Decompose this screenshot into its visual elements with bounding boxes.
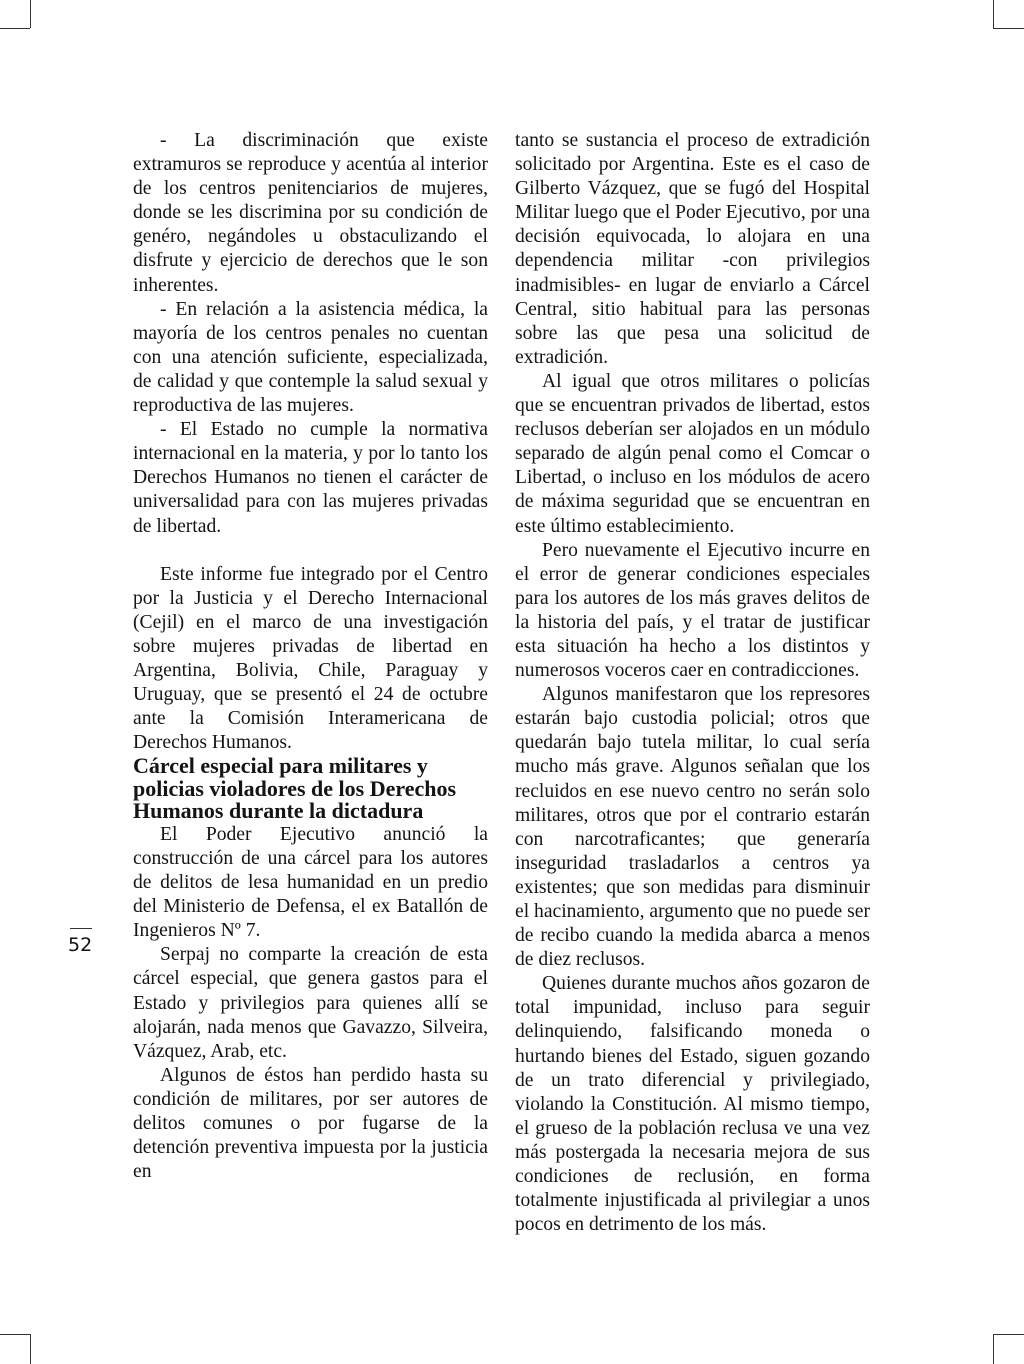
crop-mark-top-right-v (993, 0, 994, 28)
crop-mark-bottom-left-v (30, 1334, 31, 1364)
paragraph: Al igual que otros militares o policías que se encuentran privados de libertad, estos reclusos deberían ser alojados en un módulo separado de algún penal como el Comcar o Libertad, o incluso en los módulos de acero de máxima seguridad que se encuentran en este último establecimiento. (515, 370, 870, 537)
paragraph-continued: tanto se sustancia el proceso de extradición solicitado por Argentina. Este es el caso de Gilberto Vázquez, que se fugó del Hospital Militar luego que el Poder Ejecutivo, por una decisión equivocada, lo alojara en una dependencia militar -con privilegios inadmisibles- en lugar de enviarlo a Cárcel Central, sitio habitual para las personas sobre las que pesa una solicitud de extradición. (515, 130, 870, 368)
left-column (133, 129, 488, 1184)
paragraph: Pero nuevamente el Ejecutivo incurre en el error de generar condiciones especiales para los autores de los más graves delitos de la historia del país, y el tratar de justificar esta situación ha hecho a los distintos y numerosos voceros caer en contradicciones. (515, 539, 870, 682)
paragraph: - En relación a la asistencia médica, la mayoría de los centros penales no cuentan con una atención suficiente, especializada, de calidad y que contemple la salud sexual y reproductiva de las mujeres. (133, 298, 488, 417)
crop-mark-bottom-right-h (993, 1334, 1024, 1335)
paragraph: Quienes durante muchos años gozaron de total impunidad, incluso para seguir delinquiendo, falsificando moneda o hurtando bienes del Estado, siguen gozando de un trato diferencial y privilegiado, violando la Constitución. Al mismo tiempo, el grueso de la población reclusa ve una vez más postergada la necesaria mejora de sus condiciones de reclusión, en forma totalmente injustificada al privilegiar a unos pocos en detrimento de los más. (515, 973, 870, 1236)
right-column (515, 129, 870, 1237)
section-heading: Cárcel especial para militares y policias violadores de los Derechos Humanos durante la dictadura (133, 753, 457, 824)
paragraph: Serpaj no comparte la creación de esta cárcel especial, que genera gastos para el Estado y privilegios para quienes allí se alojarán, nada menos que Gavazzo, Silveira, Vázquez, Arab, etc. (133, 944, 488, 1062)
paragraph: Algunos manifestaron que los represores estarán bajo custodia policial; otros que quedarán bajo tutela militar, lo cual sería mucho más grave. Algunos señalan que los recluidos en ese nuevo centro no serán solo militares, otros que por el contrario estarán con narcotraficantes; que generaría inseguridad trasladarlos a centros ya existentes; que son medidas para disminuir el hacinamiento, argumento que no puede ser de recibo cuando la medida abarca a menos de diez reclusos. (515, 684, 870, 971)
paragraph: - El Estado no cumple la normativa internacional en la materia, y por lo tanto los Derechos Humanos no tienen el carácter de universalidad para con las mujeres privadas de libertad. (133, 419, 488, 537)
crop-mark-bottom-left-h (0, 1334, 30, 1335)
crop-mark-top-left-v (30, 0, 31, 28)
crop-mark-bottom-right-v (993, 1334, 994, 1364)
report-note: Este informe fue integrado por el Centro por la Justicia y el Derecho Internacional (Cejil) en el marco de una investigación sobre mujeres privadas de libertad en Argentina, Bolivia, Chile, Paraguay y Uruguay, que se presentó el 24 de octubre ante la Comisión Interamericana de Derechos Humanos. (133, 563, 488, 754)
crop-mark-top-right-h (993, 28, 1024, 29)
paragraph: - La discriminación que existe extramuros se reproduce y acentúa al interior de los centros penitenciarios de mujeres, donde se les discrimina por su condición de genéro, negándoles u obstaculizando el disfrute y ejercicio de derechos que le son inherentes. (133, 130, 488, 296)
paragraph: Algunos de éstos han perdido hasta su condición de militares, por ser autores de delitos comunes o por fugarse de la detención preventiva impuesta por la justicia en (133, 1064, 488, 1183)
paragraph-spacer (133, 539, 488, 563)
page-number: 52 (68, 934, 93, 956)
crop-mark-top-left-h (0, 28, 30, 29)
paragraph: El Poder Ejecutivo anunció la construcción de una cárcel para los autores de delitos de lesa humanidad en un predio del Ministerio de Defensa, el ex Batallón de Ingenieros Nº 7. (133, 823, 488, 942)
page-number-rule (70, 928, 92, 929)
